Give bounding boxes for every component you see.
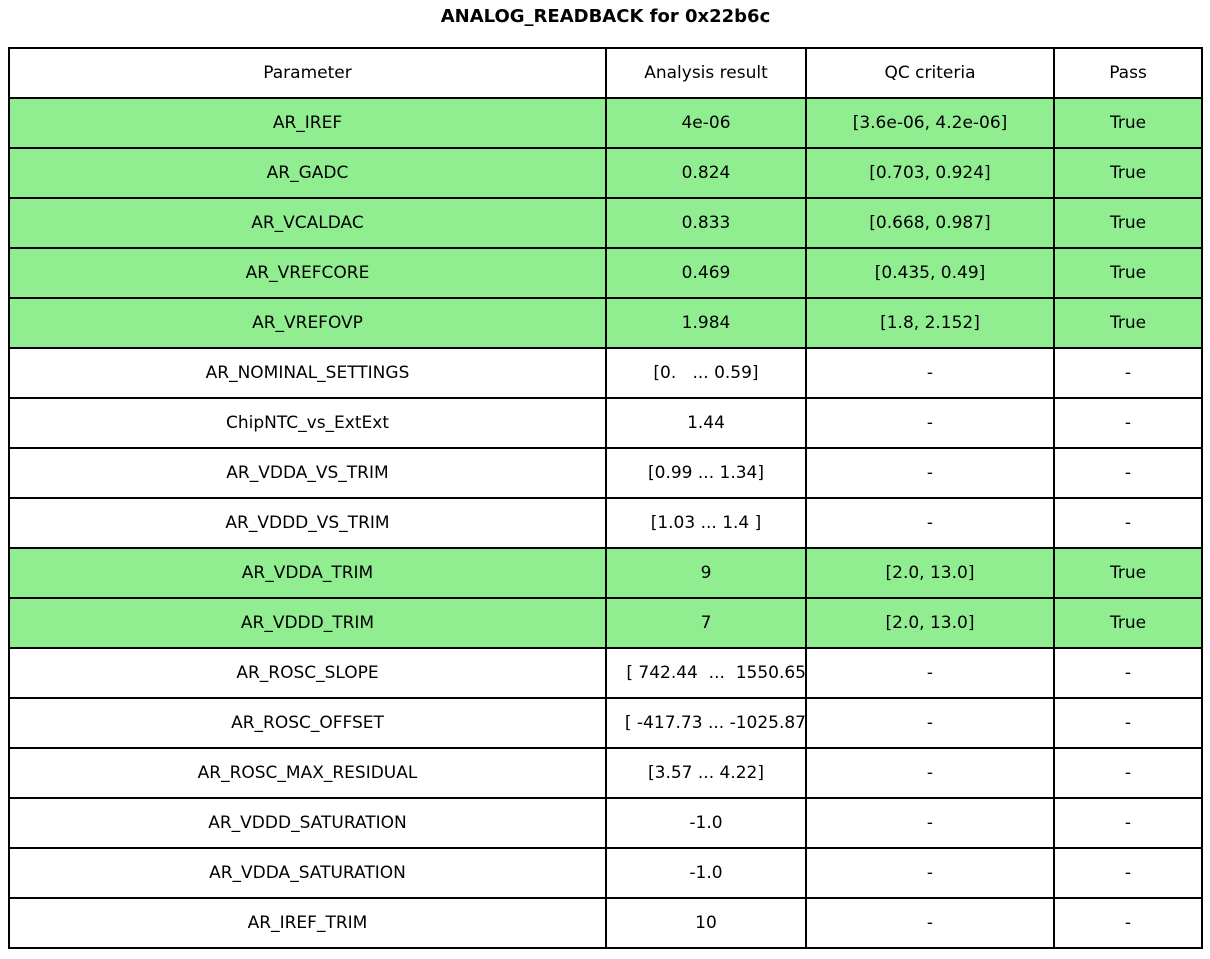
table-row xyxy=(9,848,1202,898)
cell-qc-criteria: [0.435, 0.49] xyxy=(806,248,1054,298)
cell-pass: True xyxy=(1054,598,1202,648)
cell-analysis-result: -1.0 xyxy=(606,848,806,898)
cell-analysis-result: 1.984 xyxy=(606,298,806,348)
header-row xyxy=(9,48,1202,98)
cell-analysis-result: 10 xyxy=(606,898,806,948)
cell-analysis-result: -1.0 xyxy=(606,798,806,848)
table-row xyxy=(9,748,1202,798)
cell-pass: True xyxy=(1054,98,1202,148)
cell-qc-criteria: [2.0, 13.0] xyxy=(806,548,1054,598)
cell-analysis-result: 1.44 xyxy=(606,398,806,448)
cell-pass: True xyxy=(1054,148,1202,198)
cell-analysis-result: [1.03 ... 1.4 ] xyxy=(606,498,806,548)
cell-pass: - xyxy=(1054,648,1202,698)
cell-pass: True xyxy=(1054,198,1202,248)
cell-parameter: AR_VREFOVP xyxy=(9,298,606,348)
cell-analysis-result: [3.57 ... 4.22] xyxy=(606,748,806,798)
cell-qc-criteria: - xyxy=(806,698,1054,748)
table-row xyxy=(9,498,1202,548)
table-body xyxy=(9,98,1202,948)
table-row xyxy=(9,898,1202,948)
cell-parameter: AR_IREF xyxy=(9,98,606,148)
table-row xyxy=(9,598,1202,648)
cell-analysis-result: 0.469 xyxy=(606,248,806,298)
cell-parameter: AR_VDDA_VS_TRIM xyxy=(9,448,606,498)
cell-parameter: AR_VDDD_TRIM xyxy=(9,598,606,648)
table-row xyxy=(9,348,1202,398)
cell-parameter: AR_IREF_TRIM xyxy=(9,898,606,948)
cell-parameter: AR_NOMINAL_SETTINGS xyxy=(9,348,606,398)
cell-qc-criteria: [0.703, 0.924] xyxy=(806,148,1054,198)
cell-pass: - xyxy=(1054,848,1202,898)
table-row xyxy=(9,148,1202,198)
cell-analysis-result: 7 xyxy=(606,598,806,648)
cell-qc-criteria: [2.0, 13.0] xyxy=(806,598,1054,648)
cell-parameter: AR_ROSC_MAX_RESIDUAL xyxy=(9,748,606,798)
cell-qc-criteria: [1.8, 2.152] xyxy=(806,298,1054,348)
cell-analysis-result: 9 xyxy=(606,548,806,598)
cell-pass: - xyxy=(1054,448,1202,498)
cell-parameter: AR_VREFCORE xyxy=(9,248,606,298)
cell-qc-criteria: - xyxy=(806,848,1054,898)
analog-readback-table xyxy=(8,47,1203,949)
cell-qc-criteria: - xyxy=(806,448,1054,498)
cell-qc-criteria: - xyxy=(806,898,1054,948)
col-header-pass: Pass xyxy=(1054,48,1202,98)
cell-analysis-result: 0.824 xyxy=(606,148,806,198)
cell-qc-criteria: - xyxy=(806,498,1054,548)
table-row xyxy=(9,648,1202,698)
col-header-qc-criteria: QC criteria xyxy=(806,48,1054,98)
cell-parameter: AR_VDDA_SATURATION xyxy=(9,848,606,898)
cell-qc-criteria: - xyxy=(806,398,1054,448)
cell-analysis-result: [0. ... 0.59] xyxy=(606,348,806,398)
col-header-parameter: Parameter xyxy=(9,48,606,98)
cell-qc-criteria: - xyxy=(806,648,1054,698)
cell-pass: - xyxy=(1054,698,1202,748)
table-row xyxy=(9,798,1202,848)
cell-qc-criteria: - xyxy=(806,348,1054,398)
overflow-value: [ -417.73 ... -1025.87 xyxy=(624,713,806,733)
cell-pass: True xyxy=(1054,248,1202,298)
cell-pass: - xyxy=(1054,348,1202,398)
cell-analysis-result xyxy=(606,698,806,748)
table-row xyxy=(9,398,1202,448)
cell-parameter: AR_ROSC_OFFSET xyxy=(9,698,606,748)
table-row xyxy=(9,98,1202,148)
cell-pass: - xyxy=(1054,498,1202,548)
cell-parameter: AR_VCALDAC xyxy=(9,198,606,248)
table-row xyxy=(9,298,1202,348)
cell-analysis-result: 4e-06 xyxy=(606,98,806,148)
cell-pass: True xyxy=(1054,548,1202,598)
cell-pass: - xyxy=(1054,798,1202,848)
table-row xyxy=(9,198,1202,248)
table-row xyxy=(9,248,1202,298)
cell-qc-criteria: [0.668, 0.987] xyxy=(806,198,1054,248)
cell-parameter: AR_VDDD_SATURATION xyxy=(9,798,606,848)
overflow-value: [ 742.44 ... 1550.65 xyxy=(626,663,806,683)
cell-parameter: AR_GADC xyxy=(9,148,606,198)
cell-analysis-result: [0.99 ... 1.34] xyxy=(606,448,806,498)
table-row xyxy=(9,698,1202,748)
cell-qc-criteria: - xyxy=(806,748,1054,798)
figure-title: ANALOG_READBACK for 0x22b6c xyxy=(440,6,771,27)
cell-analysis-result: 0.833 xyxy=(606,198,806,248)
cell-analysis-result xyxy=(606,648,806,698)
cell-pass: True xyxy=(1054,298,1202,348)
cell-parameter: ChipNTC_vs_ExtExt xyxy=(9,398,606,448)
cell-parameter: AR_VDDD_VS_TRIM xyxy=(9,498,606,548)
cell-qc-criteria: - xyxy=(806,798,1054,848)
cell-pass: - xyxy=(1054,748,1202,798)
cell-qc-criteria: [3.6e-06, 4.2e-06] xyxy=(806,98,1054,148)
table-row xyxy=(9,548,1202,598)
cell-pass: - xyxy=(1054,898,1202,948)
col-header-analysis-result: Analysis result xyxy=(606,48,806,98)
cell-pass: - xyxy=(1054,398,1202,448)
table-row xyxy=(9,448,1202,498)
cell-parameter: AR_ROSC_SLOPE xyxy=(9,648,606,698)
cell-parameter: AR_VDDA_TRIM xyxy=(9,548,606,598)
